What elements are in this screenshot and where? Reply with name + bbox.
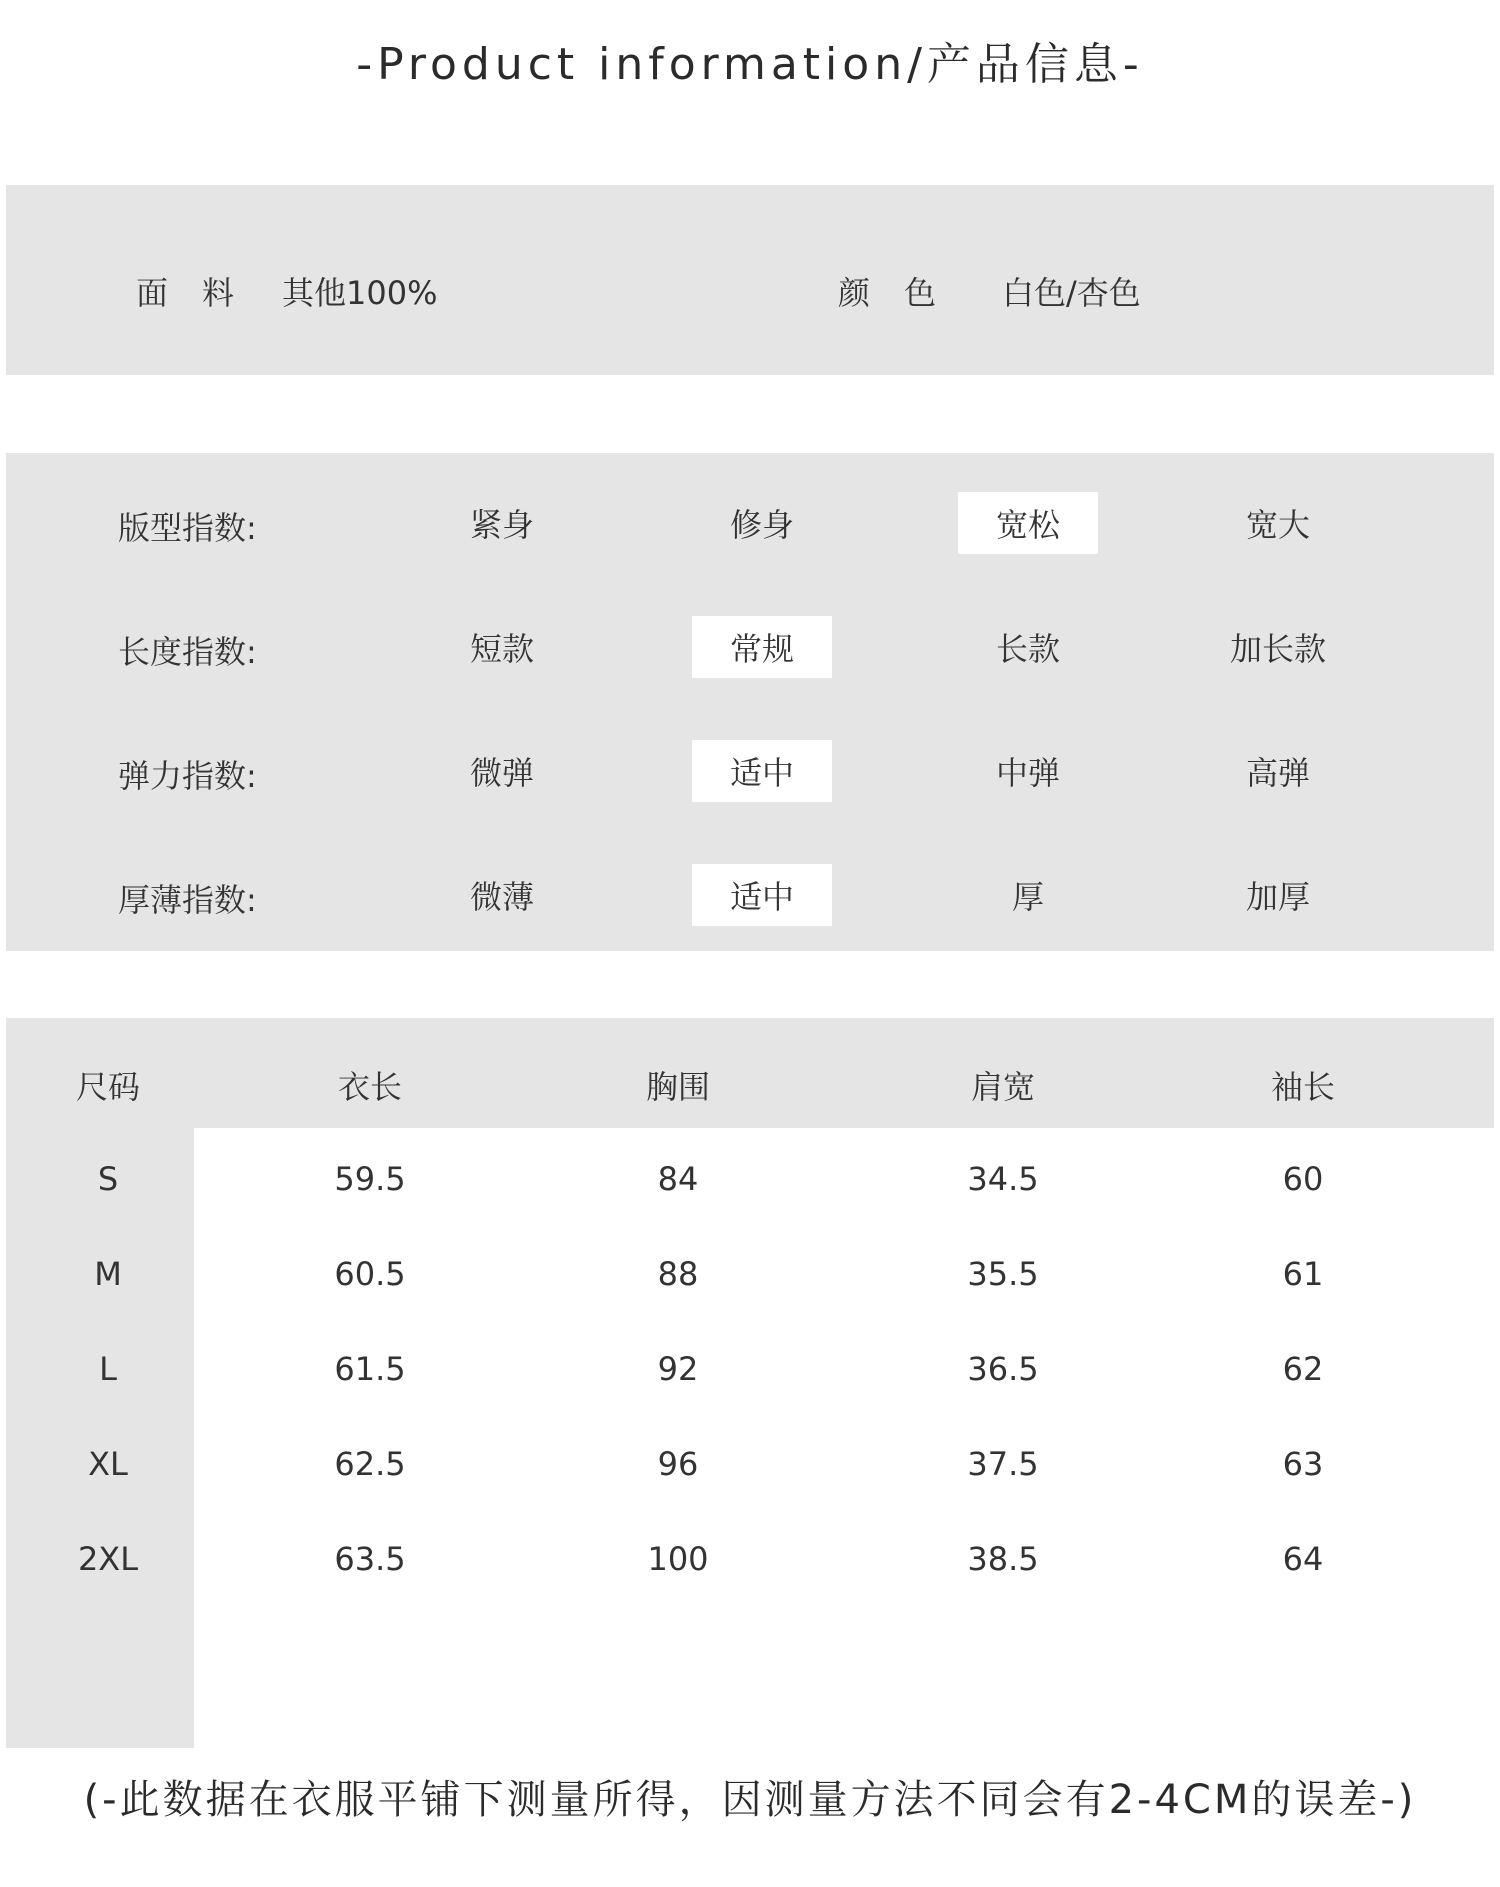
table-cell: 37.5 [967,1445,1039,1483]
index-option: 高弹 [1245,754,1310,792]
color-value: 白色/杏色 [1002,274,1141,312]
table-cell: 63 [1282,1445,1324,1483]
table-header: 胸围 [645,1068,710,1106]
index-option: 厚 [1011,878,1044,916]
index-option: 长款 [995,630,1060,668]
index-option: 紧身 [469,506,534,544]
table-cell: 62 [1282,1350,1324,1388]
index-option: 宽大 [1245,506,1310,544]
index-option: 修身 [729,506,794,544]
table-cell: 84 [657,1160,699,1198]
fabric-label: 面料 [136,274,269,312]
table-cell: 59.5 [334,1160,406,1198]
table-cell: 34.5 [967,1160,1039,1198]
index-option: 微薄 [469,878,534,916]
size-label: S [97,1160,119,1198]
table-cell: 61 [1282,1255,1324,1293]
index-option-selected: 适中 [692,740,832,802]
index-option-selected: 宽松 [958,492,1098,554]
table-cell: 64 [1282,1540,1324,1578]
page-title: -Product information/产品信息- [356,39,1144,90]
table-cell: 35.5 [967,1255,1039,1293]
table-header: 尺码 [75,1068,140,1106]
table-cell: 63.5 [334,1540,406,1578]
table-cell: 36.5 [967,1350,1039,1388]
table-cell: 96 [657,1445,699,1483]
measurement-note: (-此数据在衣服平铺下测量所得，因测量方法不同会有2-4CM的误差-) [83,1777,1417,1823]
size-label: M [94,1255,122,1293]
table-cell: 92 [657,1350,699,1388]
table-header: 肩宽 [970,1068,1035,1106]
size-label: 2XL [77,1540,139,1578]
fabric-value: 其他100% [282,274,438,312]
index-option-selected: 常规 [692,616,832,678]
index-label: 版型指数: [118,509,257,547]
table-cell: 100 [647,1540,709,1578]
index-option: 微弹 [469,754,534,792]
size-label: XL [88,1445,128,1483]
index-label: 长度指数: [118,633,257,671]
table-cell: 88 [657,1255,699,1293]
table-cell: 60.5 [334,1255,406,1293]
color-label: 颜色 [838,274,971,312]
size-table-body [194,1128,1494,1748]
index-option: 短款 [469,630,534,668]
index-label: 厚薄指数: [118,881,257,919]
table-cell: 60 [1282,1160,1324,1198]
index-option: 中弹 [995,754,1060,792]
table-header: 袖长 [1270,1068,1335,1106]
table-cell: 62.5 [334,1445,406,1483]
index-label: 弹力指数: [118,757,257,795]
table-header: 衣长 [337,1068,402,1106]
table-cell: 61.5 [334,1350,406,1388]
table-cell: 38.5 [967,1540,1039,1578]
size-label: L [99,1350,117,1388]
index-option: 加厚 [1245,878,1310,916]
index-option-selected: 适中 [692,864,832,926]
index-option: 加长款 [1229,630,1326,668]
